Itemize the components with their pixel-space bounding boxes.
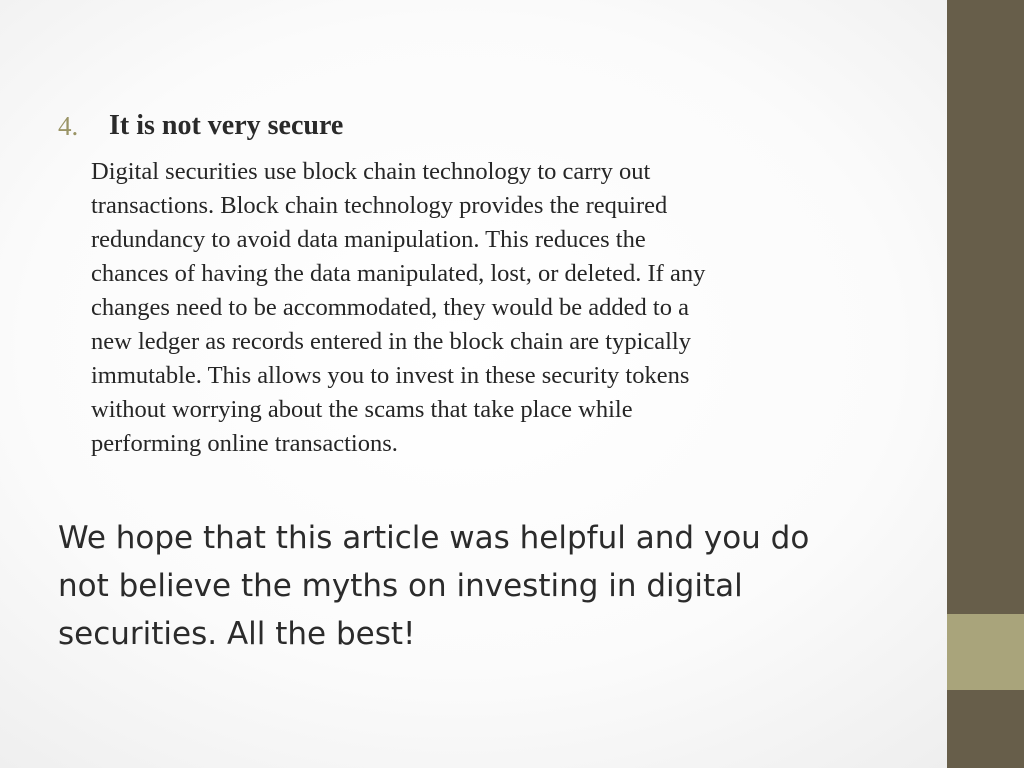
body-line: without worrying about the scams that take place while <box>91 396 633 423</box>
body-line: performing online transactions. <box>91 430 398 457</box>
body-line: chances of having the data manipulated, lost, or deleted. If any <box>91 260 706 287</box>
closing-line: We hope that this article was helpful and you do <box>58 520 810 556</box>
body-line: transactions. Block chain technology provides the required <box>91 192 668 219</box>
sidebar-accent-block <box>947 614 1024 690</box>
closing-line: not believe the myths on investing in digital <box>58 568 743 604</box>
closing-paragraph <box>58 514 918 658</box>
body-line: changes need to be accommodated, they would be added to a <box>91 294 689 321</box>
body-line: redundancy to avoid data manipulation. This reduces the <box>91 226 646 253</box>
list-item-title: It is not very secure <box>109 110 344 141</box>
body-line: immutable. This allows you to invest in these security tokens <box>91 362 690 389</box>
body-line: Digital securities use block chain technology to carry out <box>91 158 651 185</box>
list-item-body <box>91 155 891 461</box>
closing-line: securities. All the best! <box>58 616 416 652</box>
list-item-number: 4. <box>58 111 79 141</box>
body-line: new ledger as records entered in the block chain are typically <box>91 328 691 355</box>
